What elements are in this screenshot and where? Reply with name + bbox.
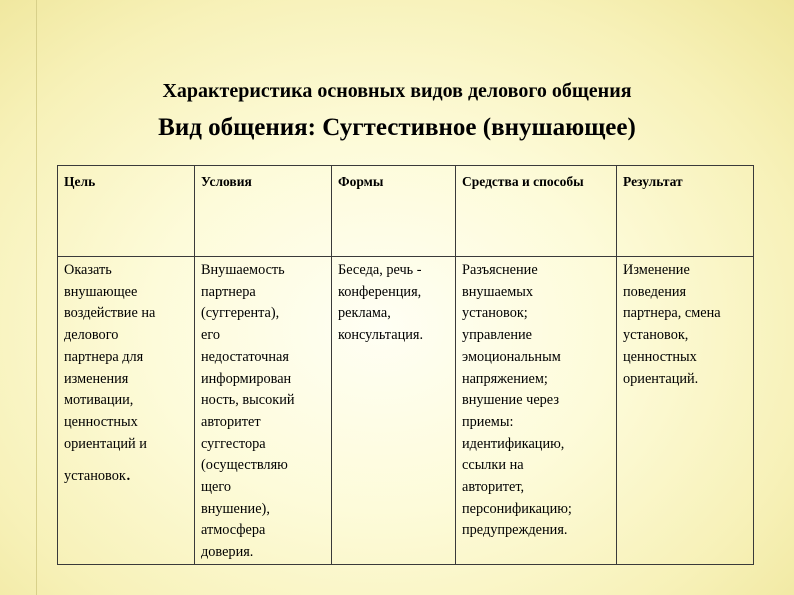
- cell-line: воздействие на: [64, 305, 156, 322]
- header-forms: Формы: [332, 166, 456, 257]
- cell-line: внушение через: [462, 392, 559, 409]
- cell-line: поведения: [623, 283, 687, 300]
- header-means: Средства и способы: [456, 166, 617, 257]
- cell-line: реклама,: [338, 305, 391, 322]
- cell-line: ценностных: [623, 348, 697, 365]
- cell-line: суггестора: [201, 435, 266, 452]
- header-conditions: Условия: [195, 166, 332, 257]
- cell-goal-last-mark: .: [125, 463, 131, 486]
- cell-line: ссылки на: [462, 457, 524, 474]
- cell-line: изменения: [64, 370, 129, 387]
- slide-title: Вид общения: Сугтестивное (внушающее): [158, 114, 636, 141]
- cell-line: Беседа, речь -: [338, 262, 422, 278]
- communication-table: [57, 165, 754, 565]
- cell-line: ориентаций и: [64, 435, 147, 452]
- cell-line: партнера, смена: [623, 305, 721, 322]
- cell-line: напряжением;: [462, 370, 548, 387]
- cell-goal-last-line: [64, 464, 189, 488]
- cell-line: ность, высокий: [201, 392, 295, 409]
- header-goal: Цель: [58, 166, 195, 257]
- cell-line: информирован: [201, 370, 292, 387]
- cell-goal: [58, 257, 195, 565]
- cell-line: делового: [64, 327, 119, 344]
- cell-line: партнера для: [64, 348, 144, 365]
- cell-line: недостаточная: [201, 348, 289, 365]
- cell-line: приемы:: [462, 413, 514, 430]
- cell-line: доверия.: [201, 544, 254, 561]
- cell-line: установок,: [623, 327, 689, 344]
- cell-line: мотивации,: [64, 392, 134, 409]
- slide-subtitle: Характеристика основных видов делового общения: [162, 80, 632, 102]
- cell-line: внушающее: [64, 283, 138, 300]
- cell-line: установок;: [462, 305, 528, 322]
- cell-line: (суггерента),: [201, 305, 280, 322]
- cell-line: авторитет,: [462, 479, 525, 496]
- cell-forms: [332, 257, 456, 565]
- cell-line: предупреждения.: [462, 522, 568, 539]
- cell-line: щего: [201, 479, 232, 496]
- cell-line: партнера: [201, 283, 256, 300]
- cell-line: его: [201, 327, 221, 344]
- cell-line: консультация.: [338, 327, 424, 344]
- cell-line: управление: [462, 327, 532, 344]
- cell-line: идентификацию,: [462, 435, 565, 452]
- header-row: [58, 166, 754, 257]
- cell-line: эмоциональным: [462, 348, 561, 365]
- cell-line: конференция,: [338, 283, 422, 300]
- cell-forms-lines: [338, 260, 450, 347]
- cell-line: Внушаемость: [201, 262, 285, 278]
- cell-line: (осуществляю: [201, 457, 288, 474]
- cell-line: внушаемых: [462, 283, 534, 300]
- cell-means: [456, 257, 617, 565]
- cell-result: [617, 257, 754, 565]
- cell-line: Оказать: [64, 262, 112, 278]
- cell-means-lines: [462, 260, 611, 542]
- cell-line: авторитет: [201, 413, 261, 430]
- cell-goal-last-text: установок: [64, 468, 126, 485]
- cell-line: атмосфера: [201, 522, 266, 539]
- header-result: Результат: [617, 166, 754, 257]
- cell-line: внушение),: [201, 500, 270, 517]
- cell-line: персонификацию;: [462, 500, 572, 517]
- table-row: [58, 257, 754, 565]
- cell-goal-lines: [64, 260, 189, 455]
- cell-line: ценностных: [64, 413, 138, 430]
- cell-line: ориентаций.: [623, 370, 699, 387]
- cell-result-lines: [623, 260, 748, 390]
- cell-conditions-lines: [201, 260, 326, 564]
- cell-line: Разъяснение: [462, 262, 538, 278]
- cell-line: Изменение: [623, 262, 690, 278]
- cell-conditions: [195, 257, 332, 565]
